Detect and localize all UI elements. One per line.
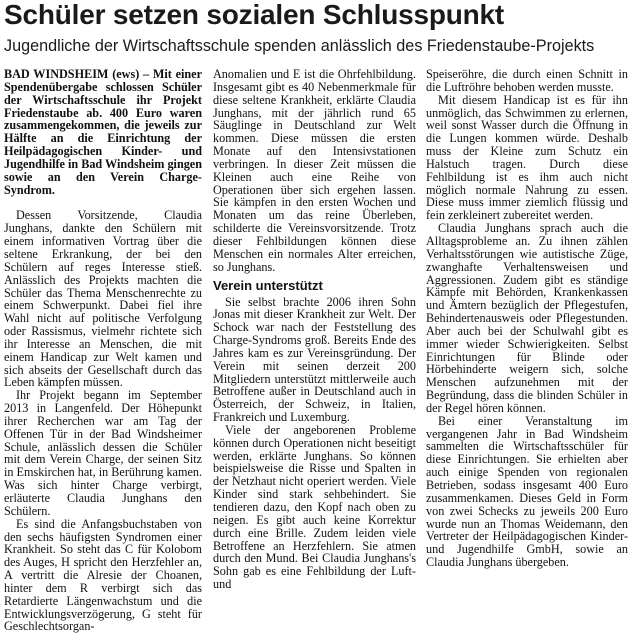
article-column-2 (213, 67, 416, 592)
body-paragraph: Mit diesem Handicap ist es für ihn unmöglich, das Schwimmen zu erlernen, weil sonst Wasser durch die Öffnung in die Lungen kommen würde. Deshalb muss der Kleine zum Schutz ein Halstuch tragen. Durch diese Fehlbildung ist es ihm auch nicht möglich normale Nahrung zu essen. Diese muss immer ziemlich flüssig und fein zerkleinert zubereitet werden. (426, 92, 628, 223)
lead-paragraph: BAD WINDSHEIM (ews) – Mit einer Spendenübergabe schlossen Schüler der Wirtschaftsschule ihr Projekt Friedenstaube ab. 400 Euro waren zusammengekommen, die jeweils zur Hälfte an die Einrichtung der Heilpädagogischen Kinder- und Jugendhilfe in Bad Windsheim gingen sowie an den Verein Charge-Syndrom. (4, 67, 202, 197)
body-paragraph: Dessen Vorsitzende, Claudia Junghans, dankte den Schülern mit einem informativen Vortrag über die seltene Erkrankung, der bei den Schülern auf reges Interesse stieß. Anlässlich des Projekts machten die Schüler das Thema Menschenrechte zu einem Schwerpunkt. Dabei fiel ihre Wahl nicht auf politische Verfolgung oder Rassismus, vielmehr richtete sich ihr Interesse an Menschen, die mit einem Handicap zur Welt kamen und sich abseits der Gesellschaft durch das Leben kämpfen müssen. (4, 208, 202, 390)
subheadline: Jugendliche der Wirtschaftsschule spenden anlässlich des Friedenstaube-Projekts (4, 37, 595, 55)
article-column-3 (426, 67, 628, 570)
body-paragraph: Sie selbst brachte 2006 ihren Sohn Jonas mit dieser Krankheit zur Welt. Der Schock war nach der Feststellung des Charge-Syndroms groß. Bereits Ende des Jahres kam es zur Vereinsgründung. Der Verein mit seinen derzeit 200 Mitgliedern unterstützt mittlerweile auch Betroffene außer in Deutschland auch in Österreich, der Schweiz, in Italien, Frankreich und Luxemburg. (213, 294, 416, 425)
body-paragraph: Claudia Junghans sprach auch die Alltagsprobleme an. Zu ihnen zählen Verhaltsstörungen wie autistische Züge, zwanghafte Verhaltensweisen und Aggressionen. Zudem gibt es ständige Kämpfe mit Behörden, Krankenkassen und Ämtern bezüglich der Pflegestufen, Behindertenausweis oder Pflegestunden. Aber auch bei der Schulwahl gibt es immer wieder Schwierigkeiten. Selbst Einrichtungen für Blinde oder Hörbehinderte weigern sich, solche Menschen aufzunehmen mit der Begründung, dass die blinden Schüler in der Regel hören können. (426, 221, 628, 415)
body-paragraph: Ihr Projekt begann im September 2013 in Langenfeld. Der Höhepunkt ihrer Recherchen war am Tag der Offenen Tür in der Bad Windsheimer Schule, anlässlich dessen die Schüler mit dem Verein Charge, der seinen Sitz in Emskirchen hat, in Berührung kamen. Was sich hinter Charge verbirgt, erläuterte Claudia Junghans den Schülern. (4, 388, 202, 518)
headline: Schüler setzen sozialen Schlusspunkt (4, 0, 505, 30)
body-paragraph: Anomalien und E ist die Ohrfehlbildung. Insgesamt gibt es 40 Nebenmerkmale für diese seltene Krankheit, erklärte Claudia Junghans, mit der jährlich rund 65 Säuglinge in Deutschland zur Welt kommen. Diese müssen die ersten Monate auf den Intensivstationen verbringen. In dieser Zeit müssen die Kleinen auch eine Reihe von Operationen über sich ergehen lassen. Sie kämpfen in den ersten Wochen und Monaten um das reine Überleben, schilderte die Vereinsvorsitzende. Trotz dieser Fehlbildungen können diese Menschen ein normales Alter erreichen, so Junghans. (213, 67, 416, 274)
body-paragraph: Bei einer Veranstaltung im vergangenen Jahr in Bad Windsheim sammelten die Wirtschaftsschüler für diese Einrichtungen. Sie erhielten aber auch einige Spenden von regionalen Betrieben, sodass insgesamt 400 Euro zusammenkamen. Dieses Geld in Form von zwei Schecks zu jeweils 200 Euro wurde nun an Thomas Weidemann, den Vertreter der Heilpädagogischen Kinder- und Jugendhilfe GmbH, sowie an Claudia Junghans übergeben. (426, 413, 628, 570)
body-paragraph: Es sind die Anfangsbuchstaben von den sechs häufigsten Syndromen einer Krankheit. So steht das C für Kolobom des Auges, H spricht den Herzfehler an, A vertritt die Alresie der Choanen, hinter dem R verbirgt sich das Retardierte Längenwachstum und die Entwicklungsverzögerung, G steht für Geschlechtsorgan- (4, 516, 202, 633)
body-paragraph: Viele der angeborenen Probleme können durch Operationen nicht beseitigt werden, erklärte Junghans. So können beispielsweise die Risse und Spalten in der Netzhaut nicht operiert werden. Viele Kinder sind stark sehbehindert. Sie tendieren dazu, den Kopf nach oben zu neigen. Es gibt auch keine Korrektur durch eine Brille. Zudem leiden viele Betroffene an Herzfehlern. Sie atmen durch den Mund. Bei Claudia Junghans's Sohn gab es eine Fehlbildung der Luft- und (213, 422, 416, 592)
section-subhead: Verein unterstützt (213, 277, 323, 293)
article-column-1 (4, 67, 202, 633)
body-paragraph: Speiseröhre, die durch einen Schnitt in die Luftröhre behoben werden musste. (426, 67, 628, 94)
